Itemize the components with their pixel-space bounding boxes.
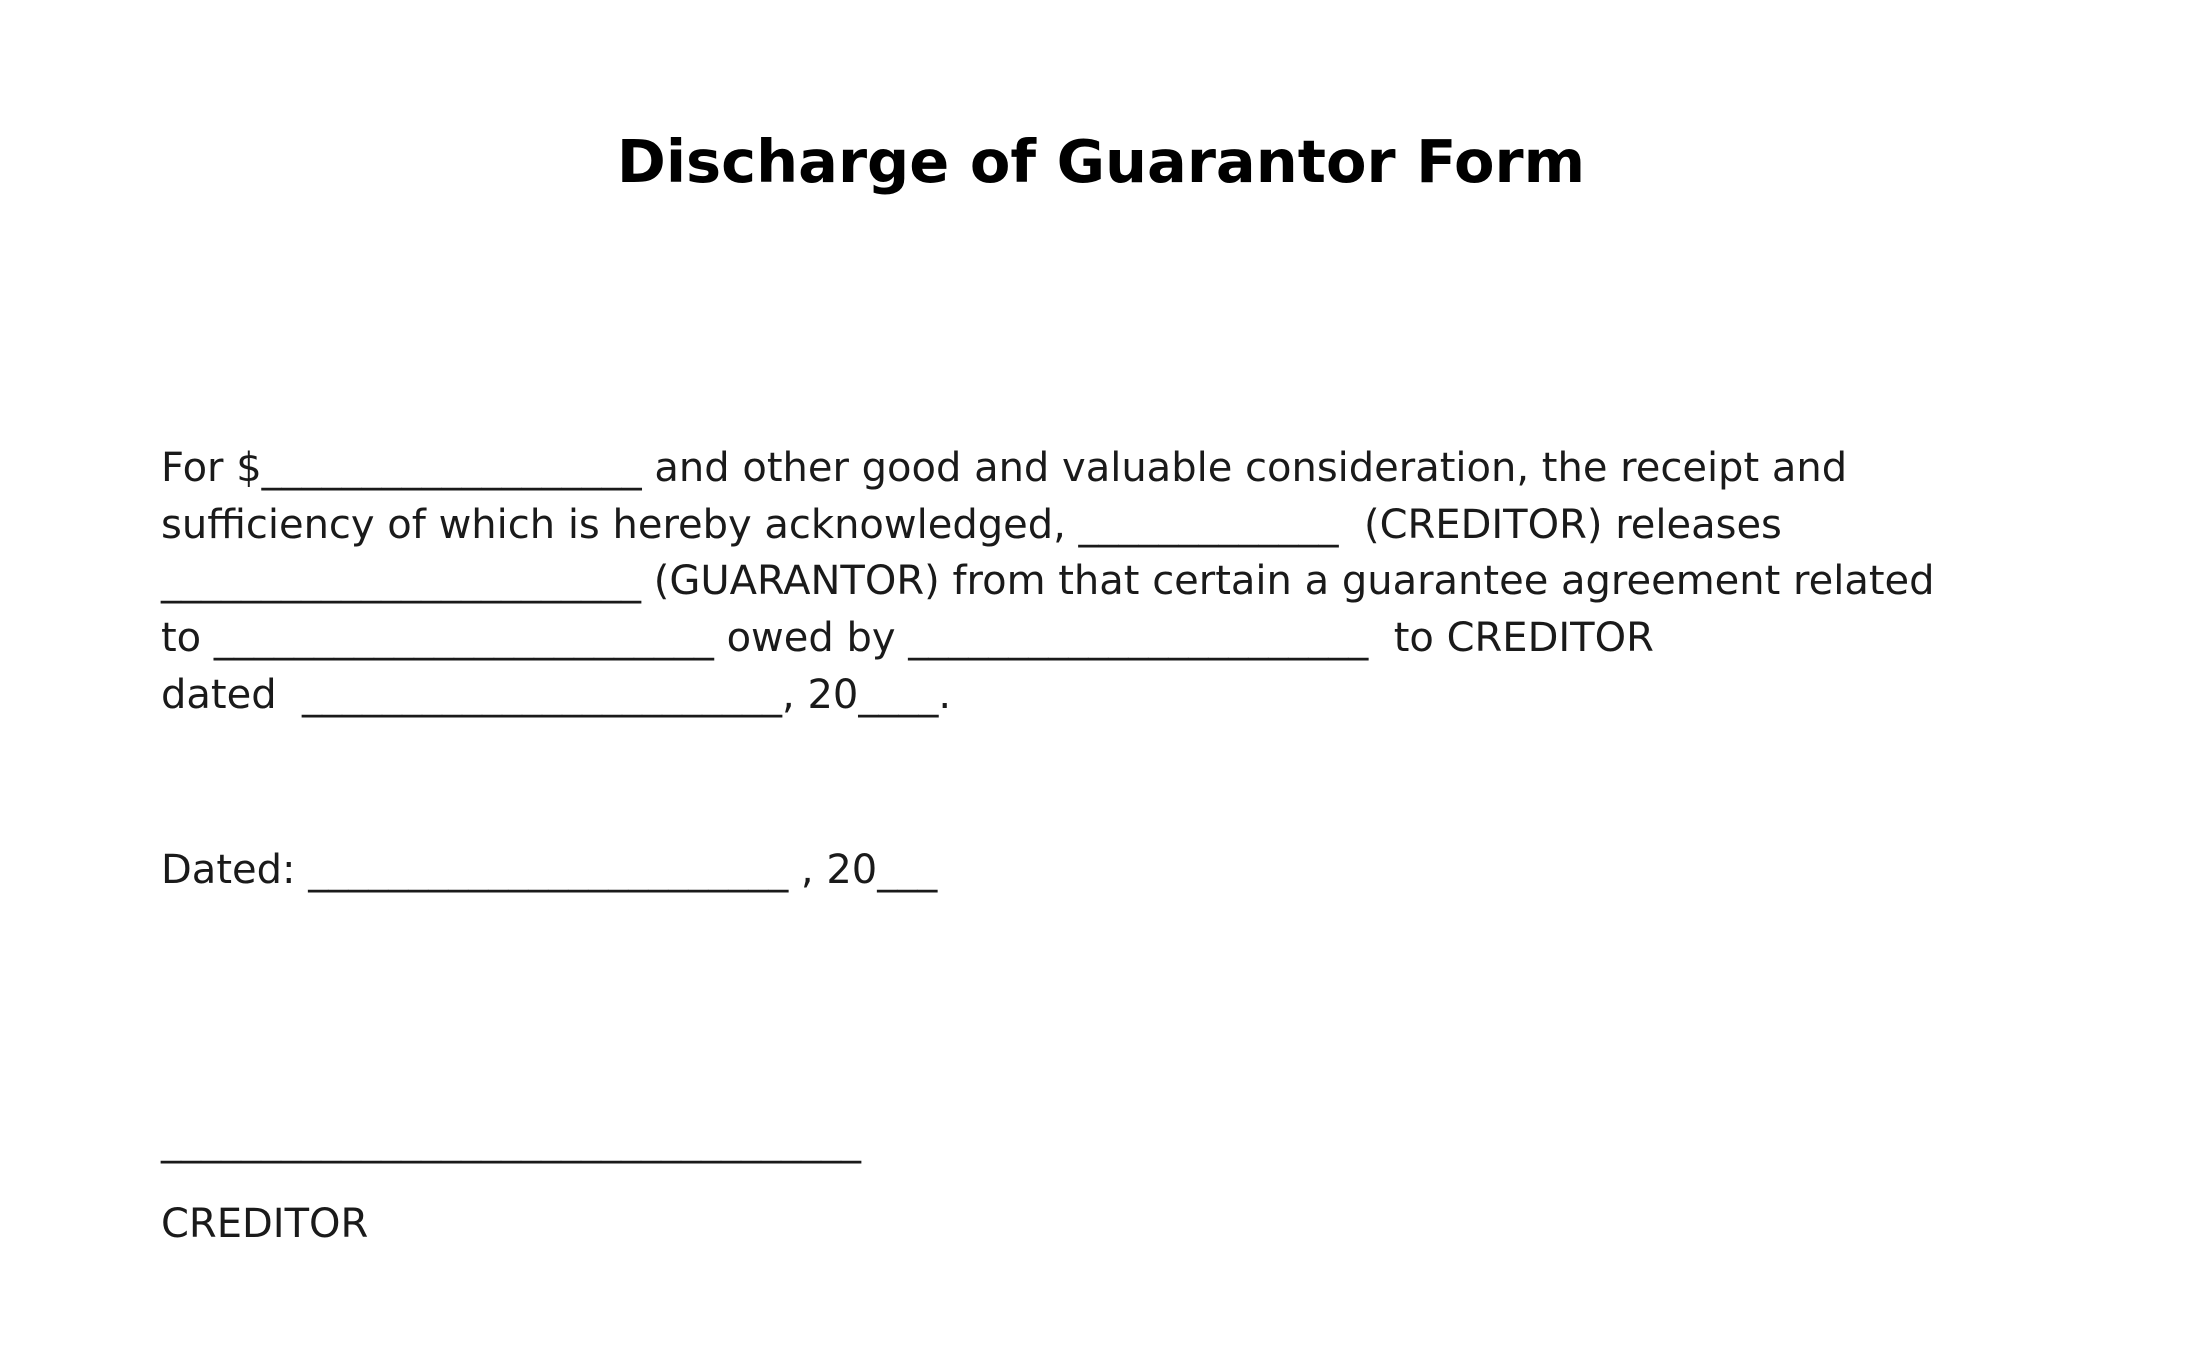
signature-line: ___________________________________ (161, 1118, 861, 1164)
paragraph-line: to _________________________ owed by _______________________ to CREDITOR (161, 615, 1654, 661)
paragraph-line: sufficiency of which is hereby acknowledged, _____________ (CREDITOR) releases (161, 502, 1782, 548)
paragraph-line: ________________________ (GUARANTOR) from that certain a guarantee agreement related (161, 558, 1935, 604)
signature-label: CREDITOR (161, 1201, 369, 1247)
document-title: Discharge of Guarantor Form (616, 127, 1586, 196)
paragraph-line: dated ________________________, 20____. (161, 672, 952, 718)
dated-line: Dated: ________________________ , 20___ (161, 847, 938, 893)
paragraph-line: For $___________________ and other good and valuable consideration, the receipt and (161, 445, 1848, 491)
